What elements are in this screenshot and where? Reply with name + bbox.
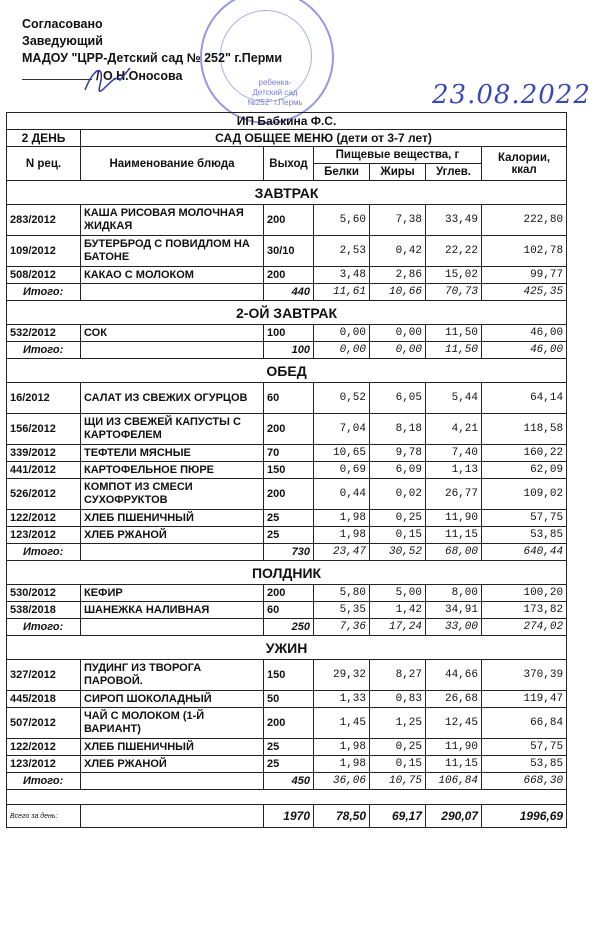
col-calories: Калории, ккал <box>482 147 567 181</box>
recipe-number: 122/2012 <box>7 739 81 756</box>
stamp-text: ребенка-Детский сад №252" г.Пермь <box>247 78 303 107</box>
dish-row <box>7 708 567 739</box>
daily-total-protein: 78,50 <box>314 805 370 828</box>
dish-output: 150 <box>264 462 314 479</box>
total-carbs: 11,50 <box>426 342 482 359</box>
dish-fat: 8,18 <box>370 414 426 445</box>
dish-carbs: 44,66 <box>426 660 482 691</box>
dish-fat: 0,25 <box>370 510 426 527</box>
total-carbs: 68,00 <box>426 544 482 561</box>
col-fat: Жиры <box>370 164 426 181</box>
dish-name: СОК <box>81 325 264 342</box>
daily-total-calories: 1996,69 <box>482 805 567 828</box>
dish-fat: 1,42 <box>370 602 426 619</box>
recipe-number: 445/2018 <box>7 691 81 708</box>
recipe-number: 532/2012 <box>7 325 81 342</box>
dish-protein: 5,80 <box>314 585 370 602</box>
dish-name: ПУДИНГ ИЗ ТВОРОГА ПАРОВОЙ. <box>81 660 264 691</box>
total-calories: 274,02 <box>482 619 567 636</box>
dish-fat: 7,38 <box>370 205 426 236</box>
recipe-number: 327/2012 <box>7 660 81 691</box>
dish-fat: 0,15 <box>370 527 426 544</box>
dish-carbs: 1,13 <box>426 462 482 479</box>
dish-protein: 0,00 <box>314 325 370 342</box>
dish-output: 200 <box>264 479 314 510</box>
dish-calories: 64,14 <box>482 383 567 414</box>
total-empty <box>81 342 264 359</box>
dish-name: КАКАО С МОЛОКОМ <box>81 267 264 284</box>
total-empty <box>81 773 264 790</box>
total-empty <box>81 619 264 636</box>
dish-output: 25 <box>264 527 314 544</box>
meal-total-row <box>7 284 567 301</box>
recipe-number: 109/2012 <box>7 236 81 267</box>
meal-section-header <box>7 181 567 205</box>
spacer-cell <box>7 790 567 805</box>
dish-carbs: 11,90 <box>426 510 482 527</box>
dish-row <box>7 383 567 414</box>
total-protein: 0,00 <box>314 342 370 359</box>
dish-name: КОМПОТ ИЗ СМЕСИ СУХОФРУКТОВ <box>81 479 264 510</box>
dish-calories: 173,82 <box>482 602 567 619</box>
meal-title: 2-ОЙ ЗАВТРАК <box>7 301 567 325</box>
recipe-number: 123/2012 <box>7 756 81 773</box>
total-output: 440 <box>264 284 314 301</box>
col-dish-name: Наименование блюда <box>81 147 264 181</box>
recipe-number: 508/2012 <box>7 267 81 284</box>
dish-row <box>7 739 567 756</box>
recipe-number: 507/2012 <box>7 708 81 739</box>
dish-calories: 119,47 <box>482 691 567 708</box>
total-carbs: 70,73 <box>426 284 482 301</box>
total-carbs: 106,84 <box>426 773 482 790</box>
dish-carbs: 34,91 <box>426 602 482 619</box>
dish-output: 200 <box>264 708 314 739</box>
approval-block <box>22 16 282 85</box>
dish-calories: 99,77 <box>482 267 567 284</box>
dish-output: 30/10 <box>264 236 314 267</box>
dish-name: ХЛЕБ ПШЕНИЧНЫЙ <box>81 739 264 756</box>
col-recipe-number: N рец. <box>7 147 81 181</box>
dish-carbs: 22,22 <box>426 236 482 267</box>
menu-day: 2 ДЕНЬ <box>7 130 81 147</box>
dish-output: 60 <box>264 383 314 414</box>
recipe-number: 441/2012 <box>7 462 81 479</box>
total-label: Итого: <box>7 284 81 301</box>
dish-row <box>7 602 567 619</box>
dish-carbs: 8,00 <box>426 585 482 602</box>
dish-row <box>7 479 567 510</box>
menu-title: САД ОБЩЕЕ МЕНЮ (дети от 3-7 лет) <box>81 130 567 147</box>
recipe-number: 123/2012 <box>7 527 81 544</box>
recipe-number: 530/2012 <box>7 585 81 602</box>
total-fat: 10,66 <box>370 284 426 301</box>
recipe-number: 122/2012 <box>7 510 81 527</box>
total-fat: 17,24 <box>370 619 426 636</box>
dish-protein: 1,98 <box>314 510 370 527</box>
dish-name: ЩИ ИЗ СВЕЖЕЙ КАПУСТЫ С КАРТОФЕЛЕМ <box>81 414 264 445</box>
recipe-number: 283/2012 <box>7 205 81 236</box>
dish-name: ШАНЕЖКА НАЛИВНАЯ <box>81 602 264 619</box>
company-name: ИП Бабкина Ф.С. <box>7 113 567 130</box>
dish-row <box>7 236 567 267</box>
col-output: Выход <box>264 147 314 181</box>
dish-protein: 1,98 <box>314 756 370 773</box>
dish-carbs: 11,50 <box>426 325 482 342</box>
dish-name: ХЛЕБ РЖАНОЙ <box>81 756 264 773</box>
handwritten-date: 23.08.2022 <box>432 80 591 110</box>
dish-calories: 118,58 <box>482 414 567 445</box>
dish-carbs: 11,15 <box>426 527 482 544</box>
dish-carbs: 12,45 <box>426 708 482 739</box>
dish-name: КАРТОФЕЛЬНОЕ ПЮРЕ <box>81 462 264 479</box>
dish-calories: 57,75 <box>482 510 567 527</box>
handwritten-signature <box>80 60 140 100</box>
total-calories: 425,35 <box>482 284 567 301</box>
dish-row <box>7 445 567 462</box>
approval-signer: / О.Н.Оносова <box>96 69 183 83</box>
total-empty <box>81 544 264 561</box>
daily-total-carbs: 290,07 <box>426 805 482 828</box>
approval-position: Заведующий <box>22 34 103 48</box>
dish-output: 100 <box>264 325 314 342</box>
dish-protein: 2,53 <box>314 236 370 267</box>
dish-calories: 53,85 <box>482 756 567 773</box>
approval-organization: МАДОУ "ЦРР-Детский сад № 252" г.Перми <box>22 51 283 65</box>
meal-total-row <box>7 342 567 359</box>
dish-carbs: 5,44 <box>426 383 482 414</box>
dish-fat: 8,27 <box>370 660 426 691</box>
meal-title: ОБЕД <box>7 359 567 383</box>
dish-protein: 1,33 <box>314 691 370 708</box>
recipe-number: 16/2012 <box>7 383 81 414</box>
dish-fat: 0,00 <box>370 325 426 342</box>
dish-carbs: 15,02 <box>426 267 482 284</box>
dish-row <box>7 510 567 527</box>
total-protein: 7,36 <box>314 619 370 636</box>
col-protein: Белки <box>314 164 370 181</box>
dish-output: 60 <box>264 602 314 619</box>
dish-protein: 1,98 <box>314 739 370 756</box>
dish-name: ХЛЕБ ПШЕНИЧНЫЙ <box>81 510 264 527</box>
dish-row <box>7 585 567 602</box>
dish-fat: 2,86 <box>370 267 426 284</box>
meal-section-header <box>7 561 567 585</box>
total-calories: 640,44 <box>482 544 567 561</box>
total-empty <box>81 284 264 301</box>
meal-total-row <box>7 619 567 636</box>
total-output: 450 <box>264 773 314 790</box>
recipe-number: 156/2012 <box>7 414 81 445</box>
dish-name: КАША РИСОВАЯ МОЛОЧНАЯ ЖИДКАЯ <box>81 205 264 236</box>
total-fat: 0,00 <box>370 342 426 359</box>
dish-protein: 7,04 <box>314 414 370 445</box>
dish-output: 25 <box>264 756 314 773</box>
dish-calories: 46,00 <box>482 325 567 342</box>
dish-name: САЛАТ ИЗ СВЕЖИХ ОГУРЦОВ <box>81 383 264 414</box>
total-protein: 36,06 <box>314 773 370 790</box>
meal-section-header <box>7 301 567 325</box>
dish-calories: 62,09 <box>482 462 567 479</box>
dish-name: ЧАЙ С МОЛОКОМ (1-Й ВАРИАНТ) <box>81 708 264 739</box>
dish-carbs: 11,90 <box>426 739 482 756</box>
total-output: 100 <box>264 342 314 359</box>
dish-fat: 0,15 <box>370 756 426 773</box>
total-label: Итого: <box>7 619 81 636</box>
dish-output: 70 <box>264 445 314 462</box>
meal-title: ЗАВТРАК <box>7 181 567 205</box>
dish-row <box>7 205 567 236</box>
dish-calories: 109,02 <box>482 479 567 510</box>
recipe-number: 526/2012 <box>7 479 81 510</box>
approval-agreed: Согласовано <box>22 17 103 31</box>
dish-output: 50 <box>264 691 314 708</box>
total-protein: 23,47 <box>314 544 370 561</box>
col-carbs: Углев. <box>426 164 482 181</box>
total-fat: 10,75 <box>370 773 426 790</box>
dish-calories: 160,22 <box>482 445 567 462</box>
dish-output: 25 <box>264 739 314 756</box>
dish-protein: 3,48 <box>314 267 370 284</box>
dish-carbs: 4,21 <box>426 414 482 445</box>
dish-calories: 66,84 <box>482 708 567 739</box>
col-nutrients: Пищевые вещества, г <box>314 147 482 164</box>
total-label: Итого: <box>7 544 81 561</box>
dish-protein: 10,65 <box>314 445 370 462</box>
total-output: 250 <box>264 619 314 636</box>
recipe-number: 339/2012 <box>7 445 81 462</box>
menu-table <box>6 112 567 828</box>
dish-calories: 57,75 <box>482 739 567 756</box>
dish-calories: 370,39 <box>482 660 567 691</box>
dish-output: 200 <box>264 585 314 602</box>
dish-row <box>7 325 567 342</box>
dish-protein: 1,45 <box>314 708 370 739</box>
dish-fat: 6,09 <box>370 462 426 479</box>
dish-name: КЕФИР <box>81 585 264 602</box>
meal-title: УЖИН <box>7 636 567 660</box>
daily-total-row <box>7 805 567 828</box>
dish-protein: 29,32 <box>314 660 370 691</box>
dish-output: 200 <box>264 414 314 445</box>
meal-section-header <box>7 359 567 383</box>
meal-title: ПОЛДНИК <box>7 561 567 585</box>
dish-row <box>7 756 567 773</box>
dish-output: 25 <box>264 510 314 527</box>
dish-protein: 0,52 <box>314 383 370 414</box>
dish-carbs: 26,77 <box>426 479 482 510</box>
dish-name: ХЛЕБ РЖАНОЙ <box>81 527 264 544</box>
dish-fat: 9,78 <box>370 445 426 462</box>
total-output: 730 <box>264 544 314 561</box>
daily-total-fat: 69,17 <box>370 805 426 828</box>
dish-protein: 0,44 <box>314 479 370 510</box>
total-calories: 668,30 <box>482 773 567 790</box>
dish-name: ТЕФТЕЛИ МЯСНЫЕ <box>81 445 264 462</box>
dish-carbs: 33,49 <box>426 205 482 236</box>
dish-fat: 1,25 <box>370 708 426 739</box>
meal-total-row <box>7 544 567 561</box>
dish-fat: 0,02 <box>370 479 426 510</box>
dish-protein: 1,98 <box>314 527 370 544</box>
dish-protein: 0,69 <box>314 462 370 479</box>
meal-total-row <box>7 773 567 790</box>
dish-row <box>7 462 567 479</box>
dish-carbs: 26,68 <box>426 691 482 708</box>
daily-total-output: 1970 <box>264 805 314 828</box>
total-calories: 46,00 <box>482 342 567 359</box>
dish-row <box>7 660 567 691</box>
dish-output: 200 <box>264 205 314 236</box>
dish-carbs: 11,15 <box>426 756 482 773</box>
total-protein: 11,61 <box>314 284 370 301</box>
daily-total-empty <box>81 805 264 828</box>
recipe-number: 538/2018 <box>7 602 81 619</box>
dish-row <box>7 691 567 708</box>
spacer-row <box>7 790 567 805</box>
dish-calories: 53,85 <box>482 527 567 544</box>
total-fat: 30,52 <box>370 544 426 561</box>
dish-name: СИРОП ШОКОЛАДНЫЙ <box>81 691 264 708</box>
dish-fat: 6,05 <box>370 383 426 414</box>
dish-carbs: 7,40 <box>426 445 482 462</box>
dish-calories: 102,78 <box>482 236 567 267</box>
dish-fat: 5,00 <box>370 585 426 602</box>
dish-output: 200 <box>264 267 314 284</box>
dish-fat: 0,42 <box>370 236 426 267</box>
meal-section-header <box>7 636 567 660</box>
dish-fat: 0,25 <box>370 739 426 756</box>
dish-calories: 222,80 <box>482 205 567 236</box>
daily-total-label: Всего за день: <box>7 805 81 828</box>
dish-row <box>7 267 567 284</box>
dish-protein: 5,35 <box>314 602 370 619</box>
dish-output: 150 <box>264 660 314 691</box>
total-label: Итого: <box>7 342 81 359</box>
dish-name: БУТЕРБРОД С ПОВИДЛОМ НА БАТОНЕ <box>81 236 264 267</box>
total-label: Итого: <box>7 773 81 790</box>
dish-row <box>7 414 567 445</box>
dish-calories: 100,20 <box>482 585 567 602</box>
dish-protein: 5,60 <box>314 205 370 236</box>
total-carbs: 33,00 <box>426 619 482 636</box>
dish-fat: 0,83 <box>370 691 426 708</box>
dish-row <box>7 527 567 544</box>
